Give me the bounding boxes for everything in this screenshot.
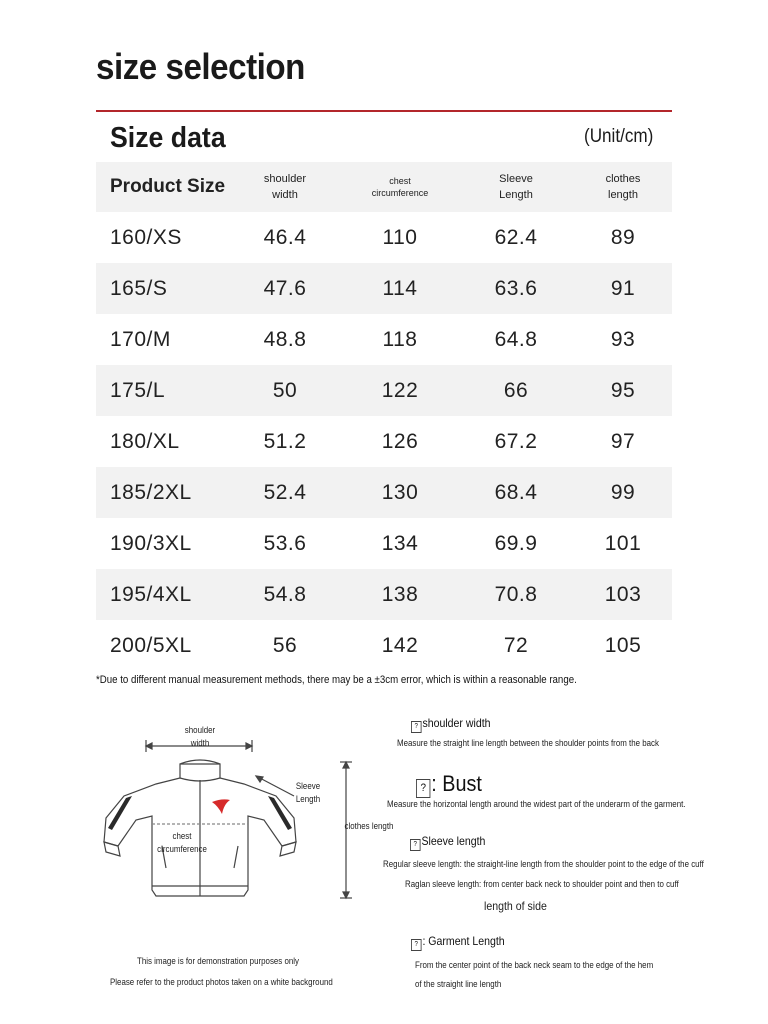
length-cell: 103 bbox=[604, 582, 642, 606]
chest-cell: 114 bbox=[382, 276, 418, 300]
garment-length-heading: ? : Garment Length bbox=[411, 934, 505, 951]
table-header-row bbox=[96, 162, 672, 212]
chest-cell: 134 bbox=[381, 531, 419, 555]
length-cell: 89 bbox=[610, 225, 636, 249]
length-cell: 95 bbox=[610, 378, 636, 402]
size-cell: 165/S bbox=[110, 276, 168, 300]
unknown-glyph-icon: ? bbox=[410, 839, 421, 851]
shoulder-cell: 47.6 bbox=[263, 276, 307, 300]
shoulder-cell: 54.8 bbox=[263, 582, 307, 606]
table-row bbox=[96, 467, 672, 518]
table-row bbox=[96, 620, 672, 671]
chest-cell: 118 bbox=[382, 327, 418, 351]
sleeve-raglan-desc: Raglan sleeve length: from center back neck to shoulder point and then to cuff bbox=[405, 879, 679, 889]
shoulder-cell: 48.8 bbox=[263, 327, 307, 351]
side-length-label: length of side bbox=[484, 899, 547, 913]
shoulder-width-desc: Measure the straight line length between the shoulder points from the back bbox=[397, 738, 659, 748]
sleeve-cell: 66 bbox=[503, 378, 529, 402]
sleeve-cell: 62.4 bbox=[494, 225, 538, 249]
chest-cell: 122 bbox=[381, 378, 419, 402]
table-row bbox=[96, 569, 672, 620]
chest-cell: 110 bbox=[382, 225, 418, 249]
shoulder-cell: 46.4 bbox=[263, 225, 307, 249]
sleeve-cell: 63.6 bbox=[494, 276, 538, 300]
unit-label: (Unit/cm) bbox=[584, 126, 654, 147]
length-cell: 99 bbox=[610, 480, 636, 504]
sleeve-cell: 64.8 bbox=[494, 327, 538, 351]
brand-logo-icon bbox=[212, 799, 230, 814]
size-cell: 160/XS bbox=[110, 225, 182, 249]
chest-circumference-label: chest circumference bbox=[157, 831, 207, 854]
sleeve-length-heading: ? Sleeve length bbox=[410, 834, 485, 851]
size-cell: 175/L bbox=[110, 378, 166, 402]
table-row bbox=[96, 314, 672, 365]
chest-cell: 138 bbox=[381, 582, 419, 606]
size-cell: 195/4XL bbox=[110, 582, 192, 606]
title-divider bbox=[96, 110, 672, 112]
shoulder-width-label: shoulder width bbox=[184, 725, 216, 748]
shoulder-cell: 56 bbox=[272, 633, 298, 657]
sleeve-cell: 70.8 bbox=[494, 582, 538, 606]
unknown-glyph-icon: ? bbox=[416, 779, 430, 798]
length-cell: 93 bbox=[610, 327, 636, 351]
garment-length-desc-2: of the straight line length bbox=[415, 979, 502, 989]
demo-note: Please refer to the product photos taken on a white background bbox=[110, 977, 333, 987]
sleeve-regular-desc: Regular sleeve length: the straight-line length from the shoulder point to the edge of the cuff bbox=[383, 859, 704, 869]
shoulder-cell: 53.6 bbox=[263, 531, 307, 555]
sleeve-cell: 69.9 bbox=[494, 531, 538, 555]
table-row bbox=[96, 212, 672, 263]
length-cell: 91 bbox=[610, 276, 636, 300]
bust-desc: Measure the horizontal length around the widest part of the underarm of the garment. bbox=[387, 799, 686, 809]
size-cell: 180/XL bbox=[110, 429, 180, 453]
table-row bbox=[96, 263, 672, 314]
table-row bbox=[96, 518, 672, 569]
table-row bbox=[96, 416, 672, 467]
column-header: shoulder width bbox=[263, 173, 307, 201]
unknown-glyph-icon: ? bbox=[411, 721, 422, 733]
table-row bbox=[96, 365, 672, 416]
page-title: size selection bbox=[96, 46, 305, 87]
unknown-glyph-icon: ? bbox=[411, 939, 422, 951]
column-header: Sleeve Length bbox=[499, 173, 533, 201]
chest-cell: 126 bbox=[381, 429, 419, 453]
size-table bbox=[96, 162, 672, 671]
bust-heading: ? : Bust bbox=[416, 771, 482, 798]
sleeve-cell: 67.2 bbox=[494, 429, 538, 453]
length-cell: 105 bbox=[604, 633, 642, 657]
length-cell: 97 bbox=[610, 429, 636, 453]
garment-length-desc: From the center point of the back neck seam to the edge of the hem bbox=[415, 960, 654, 970]
shoulder-cell: 52.4 bbox=[263, 480, 307, 504]
sleeve-length-label: Sleeve Length bbox=[295, 781, 321, 804]
length-cell: 101 bbox=[604, 531, 642, 555]
shoulder-width-heading: ? shoulder width bbox=[411, 716, 491, 733]
size-cell: 200/5XL bbox=[110, 633, 192, 657]
sleeve-cell: 68.4 bbox=[494, 480, 538, 504]
size-cell: 190/3XL bbox=[110, 531, 192, 555]
measurement-disclaimer: *Due to different manual measurement methods, there may be a ±3cm error, which is within a reasonable range. bbox=[96, 674, 577, 686]
shoulder-cell: 50 bbox=[272, 378, 298, 402]
clothes-length-label: clothes length bbox=[344, 821, 394, 831]
size-cell: 170/M bbox=[110, 327, 171, 351]
chest-cell: 142 bbox=[381, 633, 419, 657]
size-cell: 185/2XL bbox=[110, 480, 192, 504]
column-header: Product Size bbox=[110, 176, 226, 197]
shoulder-cell: 51.2 bbox=[263, 429, 307, 453]
chest-cell: 130 bbox=[381, 480, 419, 504]
column-header: chest circumference bbox=[371, 176, 429, 198]
section-title: Size data bbox=[110, 122, 226, 154]
demo-note: This image is for demonstration purposes only bbox=[137, 956, 300, 966]
column-header: clothes length bbox=[605, 173, 641, 201]
sleeve-cell: 72 bbox=[503, 633, 529, 657]
jacket-diagram bbox=[96, 718, 394, 928]
